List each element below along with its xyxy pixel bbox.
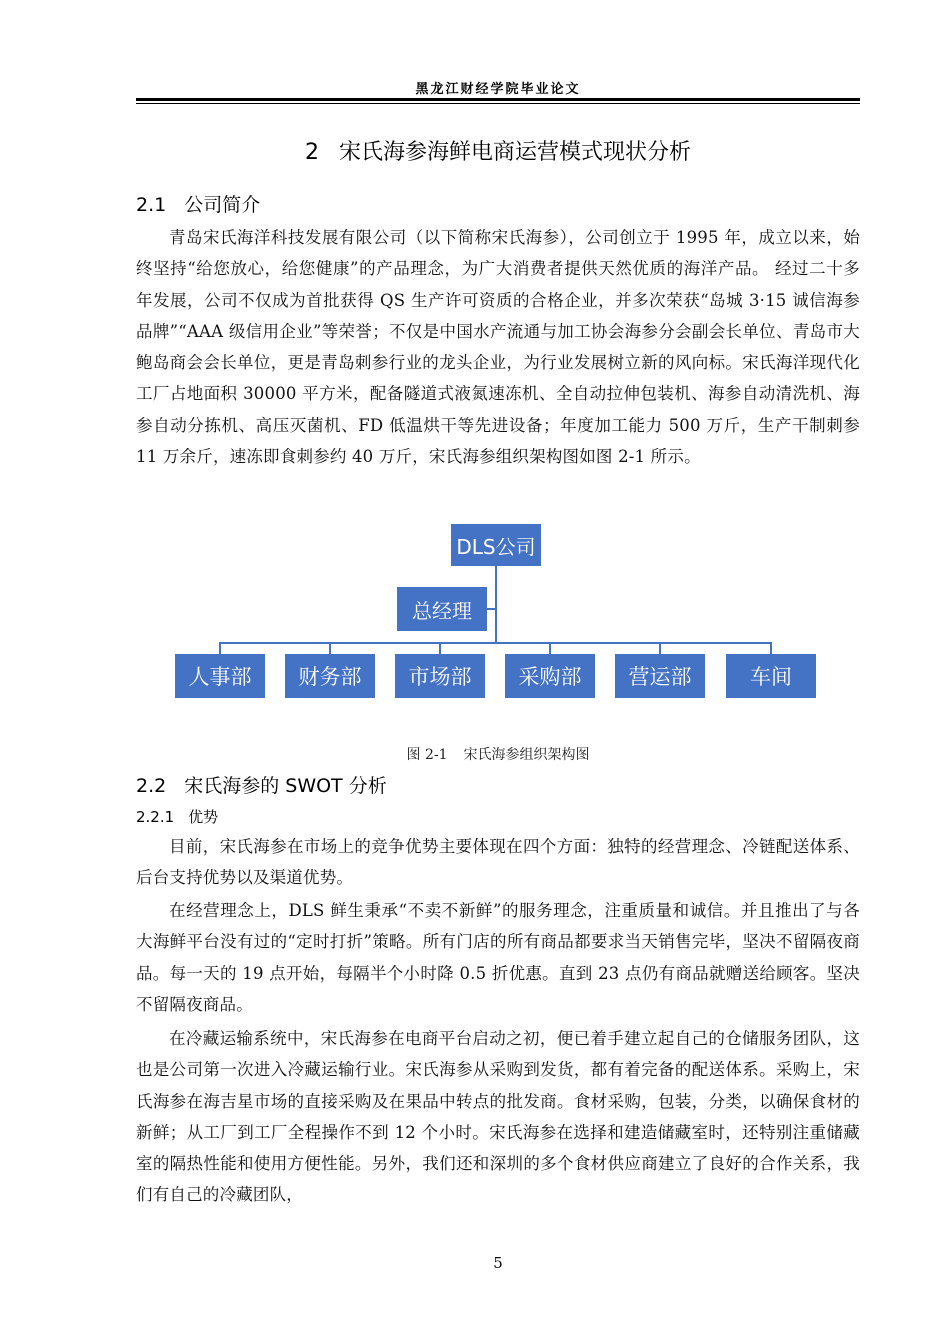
advantage-paragraph-1: 目前，宋氏海参在市场上的竞争优势主要体现在四个方面：独特的经营理念、冷链配送体系、后台支持优势以及渠道优势。 bbox=[136, 837, 860, 888]
org-box-department: 财务部 bbox=[285, 654, 375, 698]
section-2-2-title: 宋氏海参的 SWOT 分析 bbox=[184, 775, 387, 797]
org-box-department: 车间 bbox=[726, 654, 816, 698]
section-2-1-number: 2.1 bbox=[136, 194, 167, 216]
section-2-2-heading bbox=[136, 771, 387, 798]
org-box-manager: 总经理 bbox=[397, 587, 487, 631]
chapter-title bbox=[136, 135, 860, 166]
org-manager-connector bbox=[487, 608, 497, 610]
advantage-paragraph-2: 在经营理念上，DLS 鲜生秉承“不卖不新鲜”的服务理念，注重质量和诚信。并且推出了与各大海鲜平台没有过的“定时打折”策略。所有门店的所有商品都要求当天销售完毕，坚决不留隔夜商品。每一天的 19 点开始，每隔半个小时降 0.5 折优惠。直到 23 点仍有商品就赠送给顾客。坚决不留隔夜商品。 bbox=[136, 901, 860, 1014]
org-trunk-line bbox=[495, 566, 497, 644]
section-2-2-1-title: 优势 bbox=[188, 808, 219, 826]
org-horizontal-bar bbox=[219, 642, 772, 644]
header-rule-thick bbox=[136, 98, 860, 101]
company-intro-paragraph: 青岛宋氏海洋科技发展有限公司（以下简称宋氏海参），公司创立于 1995 年，成立以来，始终坚持“给您放心，给您健康”的产品理念，为广大消费者提供天然优质的海洋产品。 经过二十多年发展，公司不仅成为首批获得 QS 生产许可资质的合格企业，并多次荣获“岛城 3·15 诚信海参品牌”“AAA 级信用企业”等荣誉；不仅是中国水产流通与加工协会海参分会副会长单位、青岛市大鲍岛商会会长单位，更是青岛刺参行业的龙头企业，为行业发展树立新的风向标。宋氏海洋现代化工厂占地面积 30000 平方米，配备隧道式液氮速冻机、全自动拉伸包装机、海参自动清洗机、海参自动分拣机、高压灭菌机、FD 低温烘干等先进设备；年度加工能力 500 万斤，生产干制刺参 11 万余斤，速冻即食刺参约 40 万斤，宋氏海参组织架构图如图 2-1 所示。 bbox=[136, 228, 860, 467]
org-drop-line bbox=[770, 642, 772, 654]
chapter-title-text: 宋氏海参海鲜电商运营模式现状分析 bbox=[338, 140, 691, 165]
advantage-paragraph-3: 在冷藏运输系统中，宋氏海参在电商平台启动之初，便已着手建立起自己的仓储服务团队，这也是公司第一次进入冷藏运输行业。宋氏海参从采购到发货，都有着完备的配送体系。采购上，宋氏海参在海吉星市场的直接采购及在果品中转点的批发商。食材采购，包装，分类，以确保食材的新鲜；从工厂到工厂全程操作不到 12 个小时。宋氏海参在选择和建造储藏室时，还特别注重储藏室的隔热性能和使用方便性能。另外，我们还和深圳的多个食材供应商建立了良好的合作关系，我们有自己的冷藏团队， bbox=[136, 1029, 860, 1205]
section-2-1-title: 公司简介 bbox=[184, 194, 261, 216]
org-box-department: 人事部 bbox=[175, 654, 265, 698]
header-title: 黑龙江财经学院毕业论文 bbox=[415, 82, 581, 97]
org-drop-line bbox=[549, 642, 551, 654]
section-2-2-1-number: 2.2.1 bbox=[136, 808, 175, 826]
org-box-company: DLS公司 bbox=[451, 524, 541, 566]
org-box-department: 采购部 bbox=[505, 654, 595, 698]
header-rule-thin bbox=[136, 103, 860, 104]
org-drop-line bbox=[329, 642, 331, 654]
org-box-department: 市场部 bbox=[395, 654, 485, 698]
org-box-department: 营运部 bbox=[615, 654, 705, 698]
page-number: 5 bbox=[493, 1254, 503, 1272]
org-chart bbox=[170, 518, 830, 708]
figure-caption-text: 宋氏海参组织架构图 bbox=[463, 747, 590, 763]
figure-number: 图 2-1 bbox=[406, 747, 448, 763]
figure-caption bbox=[136, 744, 860, 764]
org-drop-line bbox=[439, 642, 441, 654]
section-2-2-1-heading bbox=[136, 806, 218, 827]
chapter-number: 2 bbox=[304, 140, 319, 165]
org-drop-line bbox=[659, 642, 661, 654]
section-2-1-heading bbox=[136, 190, 260, 217]
section-2-2-number: 2.2 bbox=[136, 775, 167, 797]
org-drop-line bbox=[219, 642, 221, 654]
